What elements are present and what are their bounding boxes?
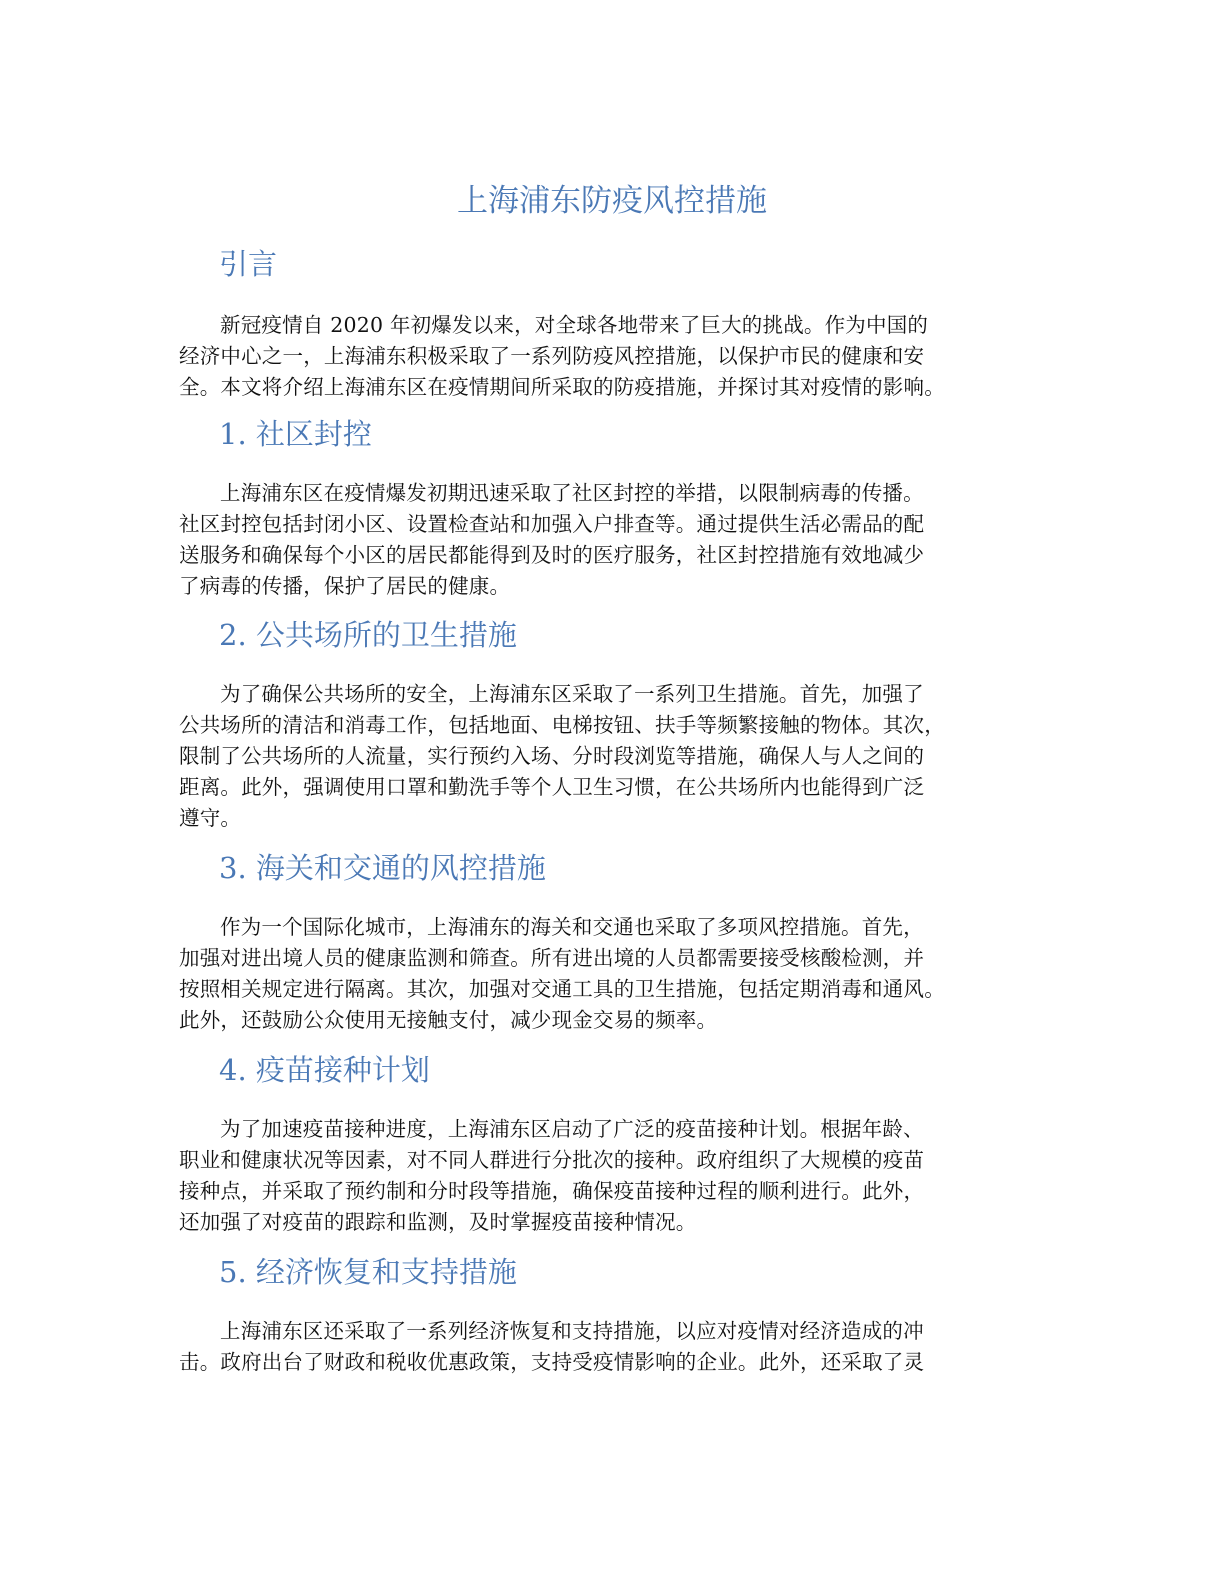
paragraph-line: 职业和健康状况等因素，对不同人群进行分批次的接种。政府组织了大规模的疫苗 [179,1148,925,1172]
paragraph-line: 社区封控包括封闭小区、设置检查站和加强入户排查等。通过提供生活必需品的配 [179,512,925,536]
section-heading-community-lockdown: 1. 社区封控 [219,417,372,451]
section-paragraph-intro [179,310,1069,403]
section-paragraph-economic-recovery [179,1316,1069,1378]
paragraph-line: 为了确保公共场所的安全，上海浦东区采取了一系列卫生措施。首先，加强了 [220,682,924,706]
paragraph-line: 送服务和确保每个小区的居民都能得到及时的医疗服务，社区封控措施有效地减少 [179,543,925,567]
section-paragraph-customs-transport [179,912,1069,1036]
paragraph-line: 此外，还鼓励公众使用无接触支付，减少现金交易的频率。 [179,1008,718,1032]
paragraph-line: 经济中心之一，上海浦东积极采取了一系列防疫风控措施，以保护市民的健康和安 [179,344,925,368]
paragraph-line: 了病毒的传播，保护了居民的健康。 [179,574,511,598]
paragraph-line: 加强对进出境人员的健康监测和筛查。所有进出境的人员都需要接受核酸检测，并 [179,946,925,970]
document-title: 上海浦东防疫风控措施 [457,183,767,219]
paragraph-line: 还加强了对疫苗的跟踪和监测，及时掌握疫苗接种情况。 [179,1210,697,1234]
paragraph-line: 为了加速疫苗接种进度，上海浦东区启动了广泛的疫苗接种计划。根据年龄、 [220,1117,924,1141]
paragraph-line: 上海浦东区还采取了一系列经济恢复和支持措施，以应对疫情对经济造成的冲 [220,1319,924,1343]
paragraph-line: 接种点，并采取了预约制和分时段等措施，确保疫苗接种过程的顺利进行。此外， [179,1179,925,1203]
section-heading-vaccination: 4. 疫苗接种计划 [219,1053,430,1087]
section-paragraph-vaccination [179,1114,1069,1238]
paragraph-line: 击。政府出台了财政和税收优惠政策，支持受疫情影响的企业。此外，还采取了灵 [179,1350,925,1374]
section-heading-customs-transport: 3. 海关和交通的风控措施 [219,851,546,885]
paragraph-line: 限制了公共场所的人流量，实行预约入场、分时段浏览等措施，确保人与人之间的 [179,744,925,768]
section-paragraph-public-hygiene [179,679,1069,834]
paragraph-line: 按照相关规定进行隔离。其次，加强对交通工具的卫生措施，包括定期消毒和通风。 [179,977,945,1001]
section-heading-intro: 引言 [219,247,278,281]
paragraph-line: 上海浦东区在疫情爆发初期迅速采取了社区封控的举措，以限制病毒的传播。 [220,481,924,505]
paragraph-line: 距离。此外，强调使用口罩和勤洗手等个人卫生习惯，在公共场所内也能得到广泛 [179,775,925,799]
section-heading-public-hygiene: 2. 公共场所的卫生措施 [219,618,517,652]
paragraph-line: 作为一个国际化城市，上海浦东的海关和交通也采取了多项风控措施。首先， [220,915,924,939]
paragraph-line: 公共场所的清洁和消毒工作，包括地面、电梯按钮、扶手等频繁接触的物体。其次， [179,713,945,737]
paragraph-line: 全。本文将介绍上海浦东区在疫情期间所采取的防疫措施，并探讨其对疫情的影响。 [179,375,945,399]
paragraph-line: 遵守。 [179,806,242,830]
paragraph-line: 新冠疫情自 2020 年初爆发以来，对全球各地带来了巨大的挑战。作为中国的 [220,313,929,337]
section-paragraph-community-lockdown [179,478,1069,602]
section-heading-economic-recovery: 5. 经济恢复和支持措施 [219,1255,517,1289]
